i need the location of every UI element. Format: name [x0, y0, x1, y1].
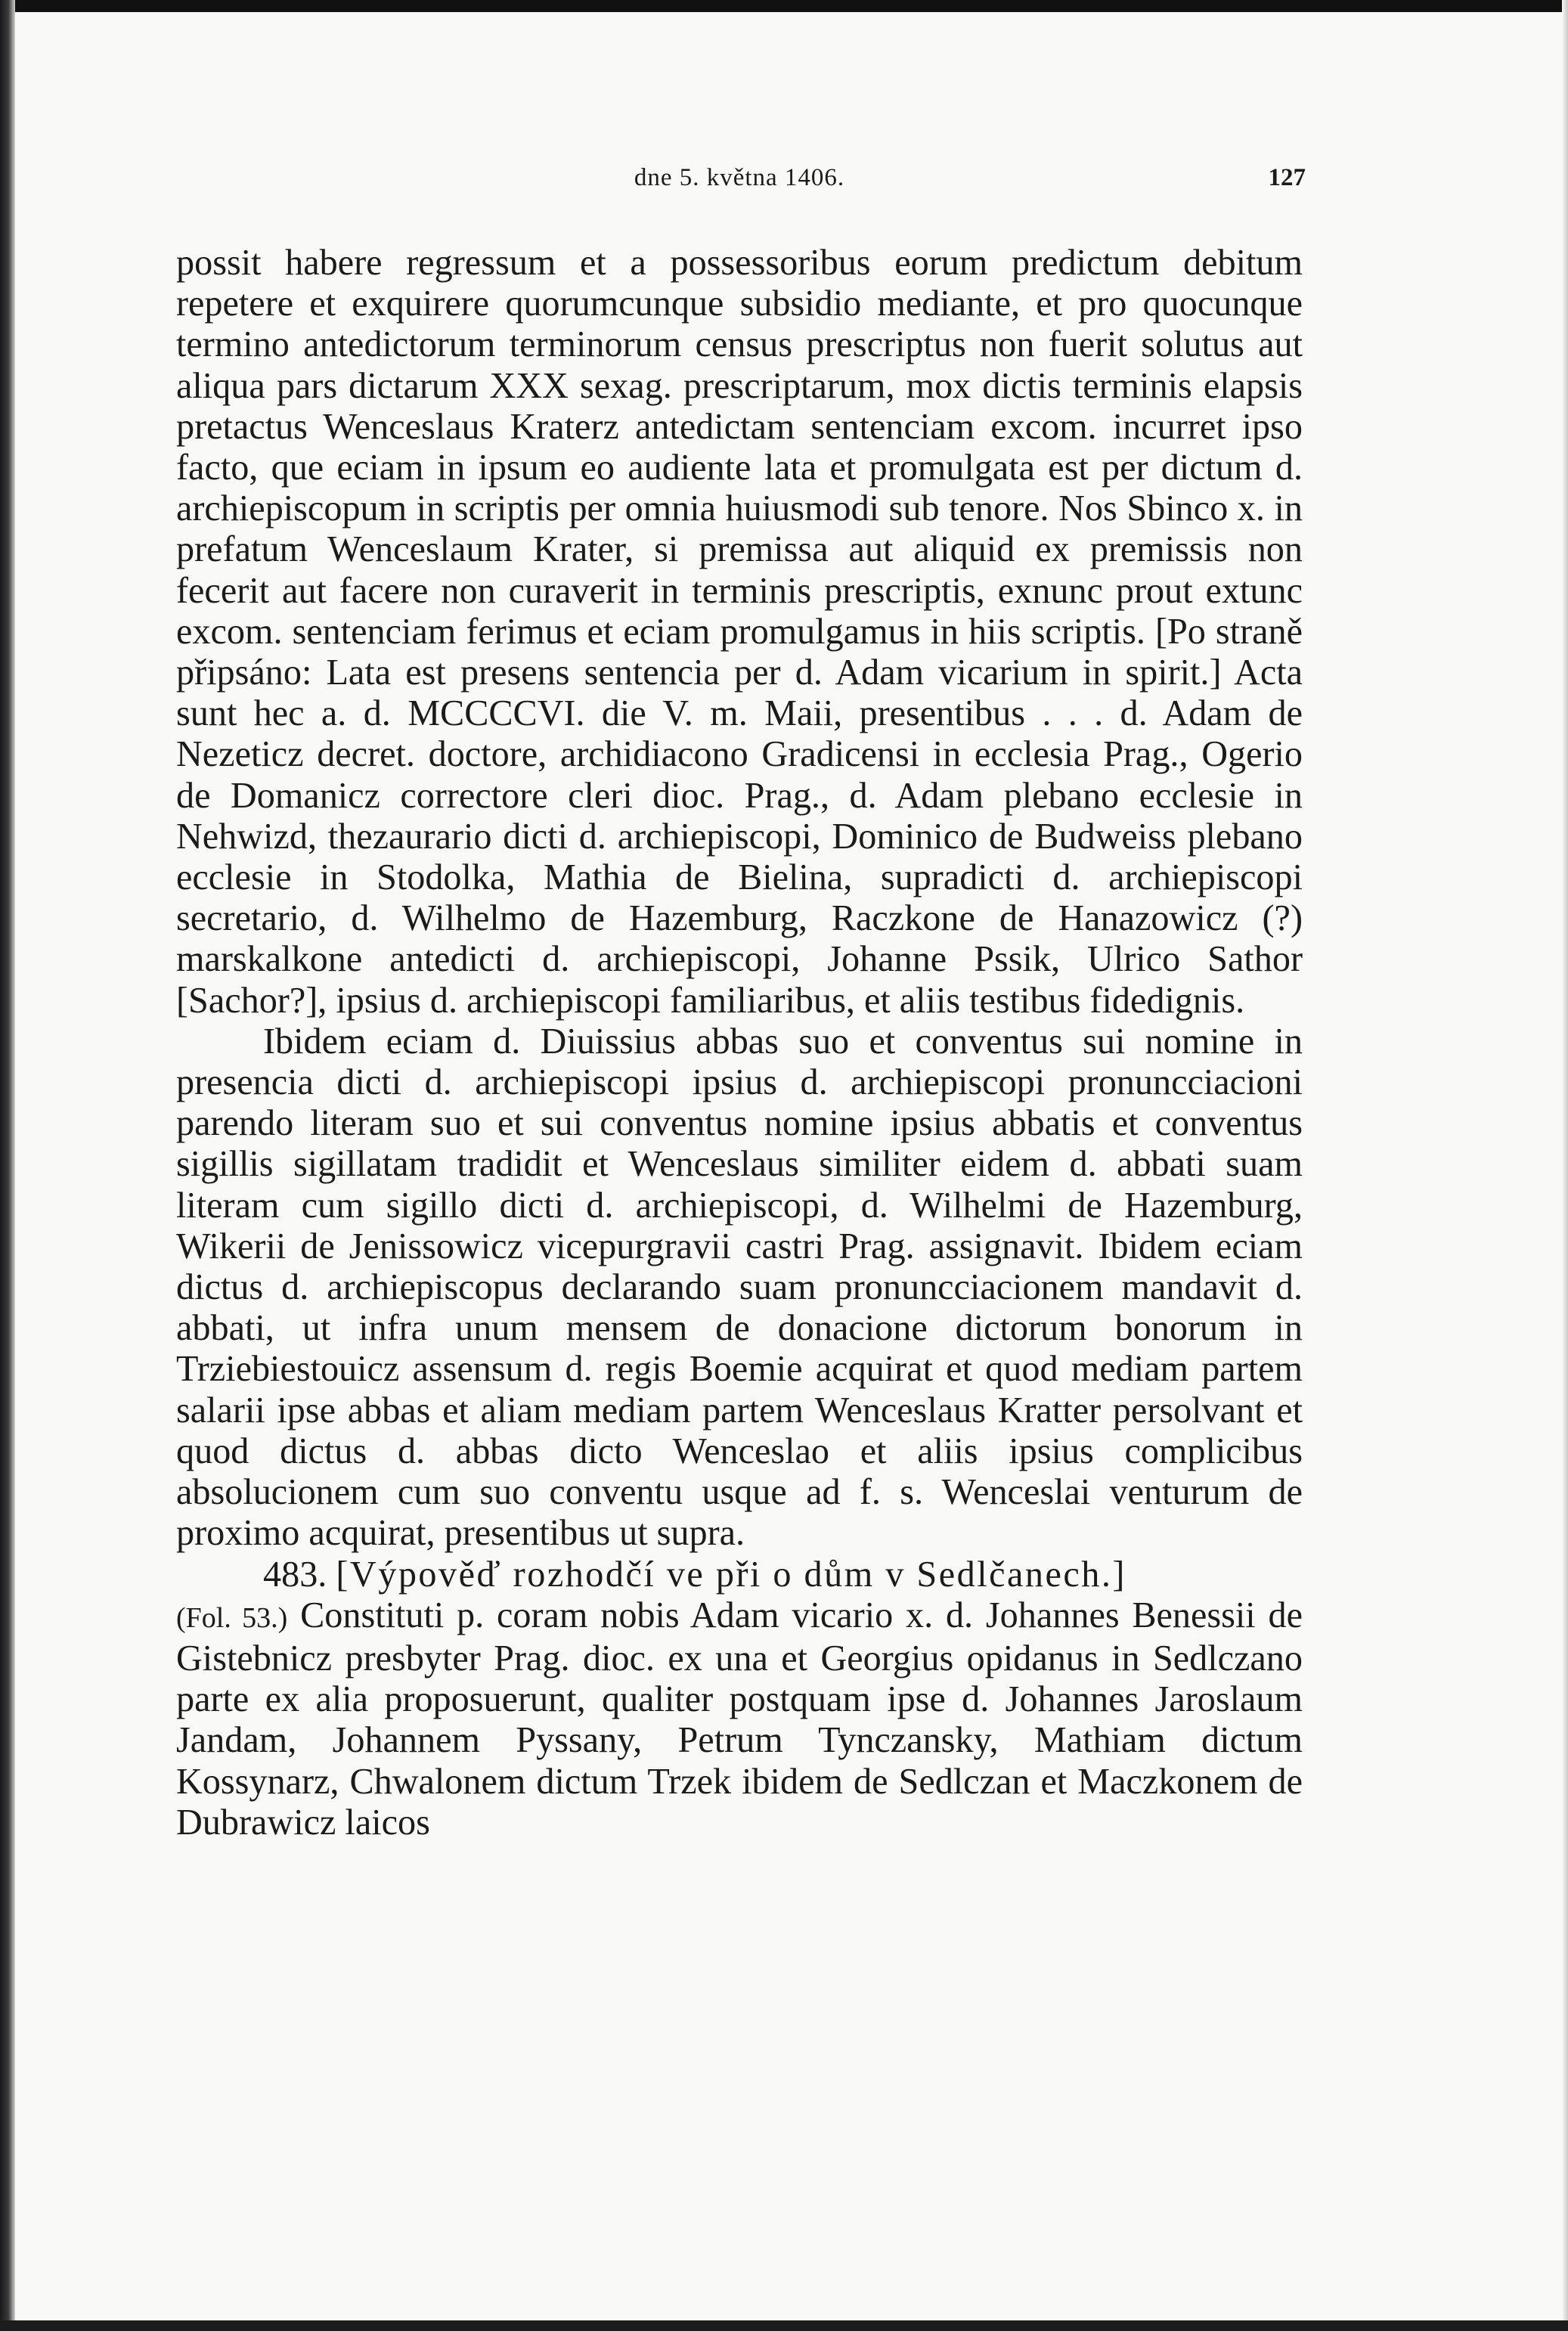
paragraph-3-text: Constituti p. coram nobis Adam vicario x. d. Johannes Benessii de Gistebnicz presbyter Prag. dioc. ex una et Georgius opidanus in Sedlczano parte ex alia proposuerunt, qualiter postquam ipse d. Johannes Jaroslaum Jandam, Johannem Pyssany, Petrum Tynczansky, Mathiam dictum Kossynarz, Chwalonem dictum Trzek ibidem de Sedlczan et Maczkonem de Dubrawicz laicos [176, 1595, 1303, 1843]
entry-number: 483. [263, 1554, 327, 1595]
scan-edge-left [0, 0, 15, 2331]
paragraph-1: possit habere regressum et a possessoribus eorum predictum debitum repetere et exquirere quorumcunque subsidio mediante, et pro quocunque termino antedictorum terminorum census prescriptus non fuerit solutus aut aliqua pars dictarum XXX sexag. prescriptarum, mox dictis terminis elapsis pretactus Wenceslaus Kraterz antedictam sentenciam excom. incurret ipso facto, que eciam in ipsum eo audiente lata et promulgata est per dictum d. archiepiscopum in scriptis per omnia huiusmodi sub tenore. Nos Sbinco x. in prefatum Wenceslaum Krater, si premissa aut aliquid ex premissis non fecerit aut facere non curaverit in terminis prescriptis, exnunc prout extunc excom. sentenciam ferimus et eciam promulgamus in hiis scriptis. [Po straně připsáno: Lata est presens sentencia per d. Adam vicarium in spirit.] Acta sunt hec a. d. MCCCCVI. die V. m. Maii, presentibus . . . d. Adam de Nezeticz decret. doctore, archidiacono Gradicensi in ecclesia Prag., Ogerio de Domanicz correctore cleri dioc. Prag., d. Adam plebano ecclesie in Nehwizd, thezaurario dicti d. archiepiscopi, Dominico de Budweiss plebano ecclesie in Stodolka, Mathia de Bielina, supradicti d. archiepiscopi secretario, d. Wilhelmo de Hazemburg, Raczkone de Hanazowicz (?) marskalkone antedicti d. archiepiscopi, Johanne Pssik, Ulrico Sathor [Sachor?], ipsius d. archiepiscopi familiaribus, et aliis testibus fidedignis. [176, 243, 1303, 1021]
folio-reference: (Fol. 53.) [176, 1601, 288, 1634]
entry-heading: [Výpověď rozhodčí ve při o dům v Sedlčanech.] [336, 1554, 1126, 1595]
paragraph-3-body [176, 1595, 1303, 1843]
scan-edge-bottom [0, 2320, 1568, 2331]
paragraph-2: Ibidem eciam d. Diuissius abbas suo et conventus sui nomine in presencia dicti d. archiepiscopi ipsius d. archiepiscopi pronuncciacioni parendo literam suo et sui conventus nomine ipsius abbatis et conventus sigillis sigillatam tradidit et Wenceslaus similiter eidem d. abbati suam literam cum sigillo dicti d. archiepiscopi, d. Wilhelmi de Hazemburg, Wikerii de Jenissowicz vicepurgravii castri Prag. assignavit. Ibidem eciam dictus d. archiepiscopus declarando suam pronuncciacionem mandavit d. abbati, ut infra unum mensem de donacione dictorum bonorum in Trziebiestouicz assensum d. regis Boemie acquirat et quod mediam partem salarii ipse abbas et aliam mediam partem Wenceslaus Kratter persolvant et quod dictus d. abbas dicto Wenceslao et aliis ipsius complicibus absolucionem cum suo conventu usque ad f. s. Wenceslai venturum de proximo acquirat, presentibus ut supra. [176, 1021, 1303, 1554]
running-title: dne 5. května 1406. [634, 164, 845, 191]
scan-edge-right [1562, 0, 1568, 2331]
paragraph-3 [176, 1555, 1303, 1595]
page-number: 127 [1268, 164, 1306, 191]
scan-edge-top [0, 0, 1568, 12]
page-content [176, 155, 1306, 1843]
running-head [176, 155, 1306, 200]
body-text [176, 243, 1303, 1843]
